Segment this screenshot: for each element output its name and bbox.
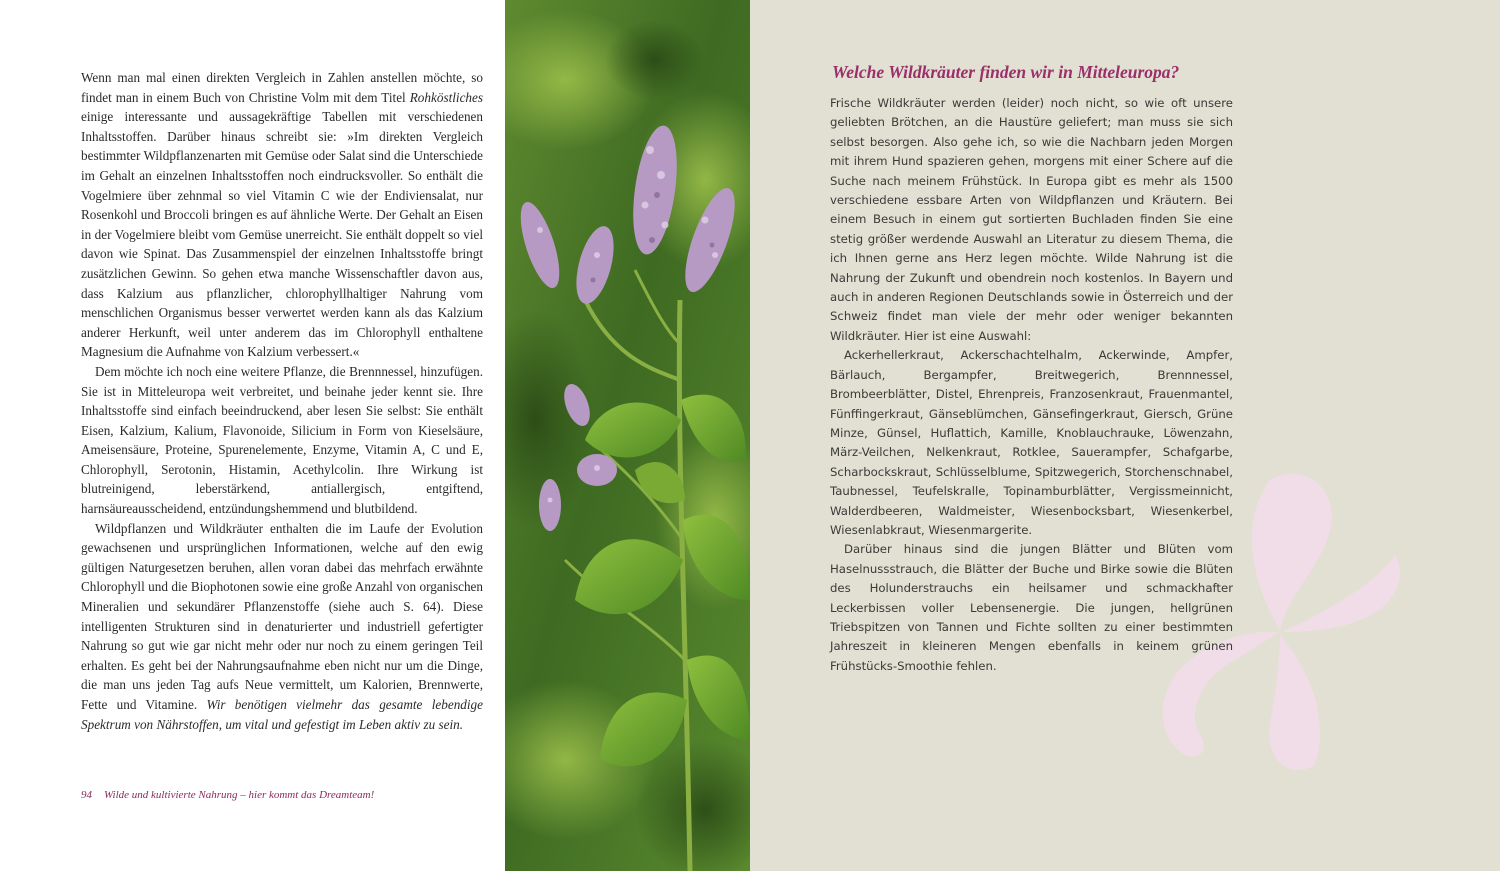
left-paragraph-1: Wenn man mal einen direkten Vergleich in Zahlen anstellen möchte, so findet man in einem Buch von Christine Volm mit dem Titel Rohköstliches einige interessante und aussagekräftige Tabellen mit verschiedenen Inhaltsstoffen. Darüber hinaus schreibt sie: »Im direkten Vergleich bestimmter Wildpflanzenarten mit Gemüse oder Salat sind die Unterschiede im Gehalt an einzelnen Inhaltsstoffen noch eindrucksvoller. So enthält die Vogelmiere über zehnmal so viel Vitamin C wie der Endiviensalat, nur Rosenkohl und Broccoli bringen es auf ähnliche Werte. Der Gehalt an Eisen in der Vogelmiere bleibt vom Gemüse unerreicht. Sie enthält doppelt so viel davon wie Spinat. Das Zusammenspiel der einzelnen Inhaltsstoffe bringt zusätzlichen Gewinn. So gehen etwa manche Wissenschaftler davon aus, dass Kalzium aus pflanzlicher, chlorophyllhaltiger Nahrung vom menschlichen Organismus besser verwertet werden kann als das Kalzium anderer Herkunft, weil unter anderem das im Chlorophyll enthaltene Magnesium die Aufnahme von Kalzium verbessert.« xyxy=(81,70,483,360)
left-body-text xyxy=(81,68,483,734)
section-heading: Welche Wildkräuter finden wir in Mitteleuropa? xyxy=(832,62,1180,82)
right-page xyxy=(750,0,1500,871)
book-title: Rohköstliches xyxy=(409,89,483,105)
page-footer xyxy=(81,789,374,801)
running-footer: Wilde und kultivierte Nahrung – hier kommt das Dreamteam! xyxy=(104,789,375,801)
herb-list: Ackerhellerkraut, Ackerschachtelhalm, Ackerwinde, Ampfer, Bärlauch, Bergampfer, Breitwegerich, Brennnessel, Brombeerblätter, Distel, Ehrenpreis, Franzosenkraut, Frauenmantel, Fünffingerkraut, Gänseblümchen, Gänsefingerkraut, Giersch, Grüne Minze, Günsel, Huflattich, Kamille, Knoblauchrauke, Löwenzahn, März-Veilchen, Nelkenkraut, Rotklee, Sauerampfer, Schafgarbe, Scharbockskraut, Schlüsselblume, Spitzwegerich, Storchenschnabel, Taubnessel, Teufelskralle, Topinamburblätter, Vergissmeinnicht, Walderdbeeren, Waldmeister, Wiesenbocksbart, Wiesenkerbel, Wiesenlabkraut, Wiesenmargerite. xyxy=(830,348,1233,537)
page-number: 94 xyxy=(81,789,92,801)
mint-flower-photo-icon xyxy=(505,0,750,871)
right-content xyxy=(830,62,1233,676)
left-paragraph-2: Dem möchte ich noch eine weitere Pflanze, die Brennnessel, hinzufügen. Sie ist in Mitteleuropa weit verbreitet, und beinahe jeder kennt sie. Ihre Inhaltsstoffe sind einfach beeindruckend, aber lesen Sie selbst: Sie enthält Eisen, Kalzium, Kalium, Flavonoide, Silicium in Form von Kieselsäure, Ameisensäure, Proteine, Spurenelemente, Enzyme, Vitamin A, C und E, Chlorophyll, Serotonin, Histamin, Acethylcolin. Ihre Wirkung ist blutreinigend, leberstärkend, antiallergisch, entgiftend, harnsäureausscheidend, entzündungshemmend und blutbildend. xyxy=(81,363,483,517)
right-paragraph-2: Darüber hinaus sind die jungen Blätter und Blüten vom Haselnussstrauch, die Blätter der Buche und Birke sowie die Blüten des Holunderstrauchs ein heilsamer und schmackhafter Leckerbissen voller Lebensenergie. Die jungen, hellgrünen Triebspitzen von Tannen und Fichte sollten zu einer bestimmten Jahreszeit in kleineren Mengen ebenfalls in keinem grünen Frühstücks-Smoothie fehlen. xyxy=(830,542,1233,673)
left-page xyxy=(0,0,505,871)
mint-flower-photo xyxy=(505,0,750,871)
emphasis-sentence: Wir benötigen vielmehr das gesamte lebendige Spektrum von Nährstoffen, um vital und gefestigt im Leben aktiv zu sein. xyxy=(81,697,483,732)
left-paragraph-3: Wildpflanzen und Wildkräuter enthalten die im Laufe der Evolution gewachsenen und ursprünglichen Informationen, welche auf den ewig gültigen Naturgesetzen beruhen, allen voran dabei das mehrfach erwähnte Chlorophyll und die Biophotonen sowie eine große Anzahl von organischen Mineralien und sekundärer Pflanzenstoffe (siehe auch S. 64). Diese intelligenten Strukturen sind in denaturierter und industriell gefertigter Nahrung so gut wie gar nicht mehr oder nur noch zu einem geringen Teil erhalten. Es geht bei der Nahrungsaufnahme eben nicht nur um die Dinge, die man uns jeden Tag aufs Neue vermittelt, um Kalorien, Brennwerte, Fette und Vitamine. Wir benötigen vielmehr das gesamte lebendige Spektrum von Nährstoffen, um vital und gefestigt im Leben aktiv zu sein. xyxy=(81,520,483,732)
right-paragraph-1: Frische Wildkräuter werden (leider) noch nicht, so wie oft unsere geliebten Brötchen, an die Haustüre geliefert; man muss sie sich selbst besorgen. Also gehe ich, so wie die Nachbarn jeden Morgen mit ihrem Hund spazieren gehen, morgens mit einer Schere auf die Suche nach meinem Frühstück. In Europa gibt es mehr als 1500 verschiedene essbare Arten von Wildpflanzen und Kräutern. Bei einem Besuch in einem gut sortierten Buchladen finden Sie eine stetig größer werdende Auswahl an Literatur zu diesem Thema, die ich Ihnen gerne ans Herz legen möchte. Wilde Nahrung ist die Nahrung der Zukunft und obendrein noch kostenlos. In Bayern und auch in anderen Regionen Deutschlands sowie in Österreich und der Schweiz findet man viele der mehr oder weniger bekannten Wildkräuter. Hier ist eine Auswahl: xyxy=(830,96,1233,343)
right-body-text xyxy=(830,94,1233,676)
